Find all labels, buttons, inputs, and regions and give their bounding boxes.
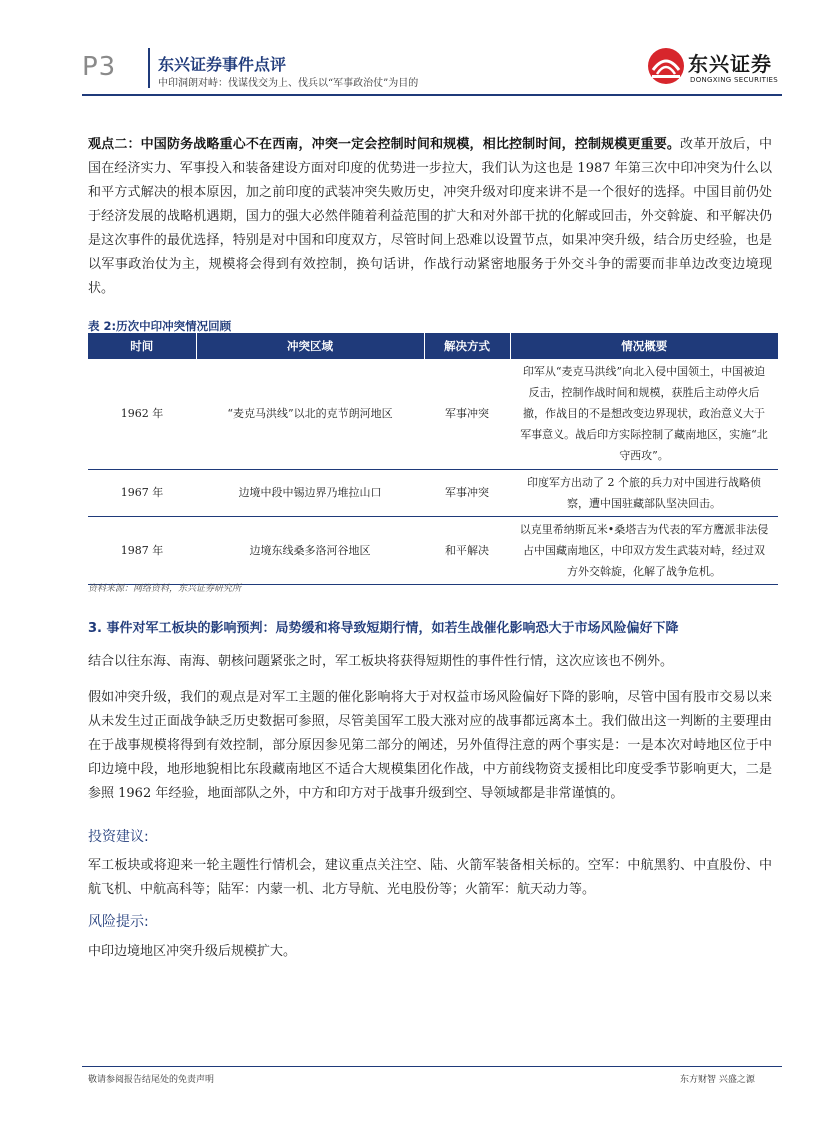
table-header-row [88,333,778,359]
logo-text-cn: 东兴证券 [688,52,772,76]
cell-year: 1962 年 [88,359,196,469]
cell-year: 1987 年 [88,516,196,584]
cell-region: 边境中段中锡边界乃堆拉山口 [196,469,424,516]
cell-method: 军事冲突 [424,359,510,469]
cell-summary: 印度军方出动了 2 个旅的兵力对中国进行战略侦察，遭中国驻藏部队坚决回击。 [510,469,778,516]
column-header-year: 时间 [88,333,196,359]
cell-method: 和平解决 [424,516,510,584]
table-source-note: 资料来源：网络资料，东兴证券研究所 [88,584,242,594]
viewpoint-two-paragraph [88,133,772,301]
footer-disclaimer: 敬请参阅报告结尾处的免责声明 [88,1075,215,1085]
header-rule [82,94,782,96]
viewpoint-two-lead: 观点二：中国防务战略重心不在西南，冲突一定会控制时间和规模，相比控制时间，控制规模更重要。 [88,137,681,152]
investment-paragraph: 军工板块或将迎来一轮主题性行情机会，建议重点关注空、陆、火箭军装备相关标的。空军：中航黑豹、中直股份、中航飞机、中航高科等；陆军：内蒙一机、北方导航、光电股份等；火箭军：航天动力等。 [88,858,772,897]
table-title: 表 2:历次中印冲突情况回顾 [88,319,232,333]
column-header-method: 解决方式 [424,333,510,359]
cell-year: 1967 年 [88,469,196,516]
risk-paragraph: 中印边境地区冲突升级后规模扩大。 [88,944,297,959]
report-title: 东兴证券事件点评 [158,55,287,74]
cell-summary: 印军从“麦克马洪线”向北入侵中国领土，中国被迫反击，控制作战时间和规模，获胜后主动停火后撤，作战目的不是想改变边界现状，政治意义大于军事意义。战后印方实际控制了藏南地区，实施“北守西攻”。 [510,359,778,469]
column-header-summary: 情况概要 [510,333,778,359]
cell-method: 军事冲突 [424,469,510,516]
footer-slogan: 东方财智 兴盛之源 [680,1075,755,1085]
table-row [88,359,778,469]
section-three-heading: 3. 事件对军工板块的影响预判：局势缓和将导致短期行情，如若生战催化影响恐大于市场风险偏好下降 [88,621,679,636]
investment-heading: 投资建议: [88,829,149,845]
column-header-region: 冲突区域 [196,333,424,359]
table-row [88,516,778,584]
header-separator [148,48,150,88]
cell-summary: 以克里希纳斯瓦米•桑塔吉为代表的军方鹰派非法侵占中国藏南地区，中印双方发生武装对峙，经过双方外交斡旋，化解了战争危机。 [510,516,778,584]
page-number: P3 [82,52,117,82]
section-three-paragraph-2: 假如冲突升级，我们的观点是对军工主题的催化影响将大于对权益市场风险偏好下降的影响，尽管中国有股市交易以来从未发生过正面战争缺乏历史数据可参照，尽管美国军工股大涨对应的战事都远离本土。我们做出这一判断的主要理由在于战事规模将得到有效控制，部分原因参见第二部分的阐述，另外值得注意的两个事实是：一是本次对峙地区位于中印边境中段，地形地貌相比东段藏南地区不适合大规模集团化作战，中方前线物资支援相比印度受季节影响更大，二是参照 1962 年经验，地面部队之外，中方和印方对于战事升级到空、导领域都是非常谨慎的。 [88,690,772,801]
viewpoint-two-body: 改革开放后，中国在经济实力、军事投入和装备建设方面对印度的优势进一步拉大，我们认为这也是 1987 年第三次中印冲突为什么以和平方式解决的根本原因，加之前印度的武装冲突失败历史，冲突升级对印度来讲不是一个很好的选择。中国目前仍处于经济发展的战略机遇期，国力的强大必然伴随着利益范围的扩大和对外部干扰的化解或回击，外交斡旋、和平解决仍是这次事件的最优选择，特别是对中国和印度双方，尽管时间上恐难以设置节点，如果冲突升级，结合历史经验，也是以军事政治仗为主，规模将会得到有效控制，换句话讲，作战行动紧密地服务于外交斗争的需要而非单边改变边境现状。 [88,137,772,296]
logo-mark-icon [646,46,686,86]
logo-text-en: DONGXING SECURITIES [690,76,779,84]
cell-region: 边境东线桑多洛河谷地区 [196,516,424,584]
table-row [88,469,778,516]
report-subtitle: 中印洞朗对峙：伐谋伐交为上、伐兵以“军事政治仗”为目的 [158,78,419,89]
conflict-history-table [88,333,778,585]
risk-heading: 风险提示: [88,914,149,930]
company-logo [646,44,781,90]
section-three-paragraph-1: 结合以往东海、南海、朝核问题紧张之时，军工板块将获得短期性的事件性行情，这次应该也不例外。 [88,654,674,669]
footer-rule [82,1066,782,1067]
cell-region: “麦克马洪线”以北的克节朗河地区 [196,359,424,469]
